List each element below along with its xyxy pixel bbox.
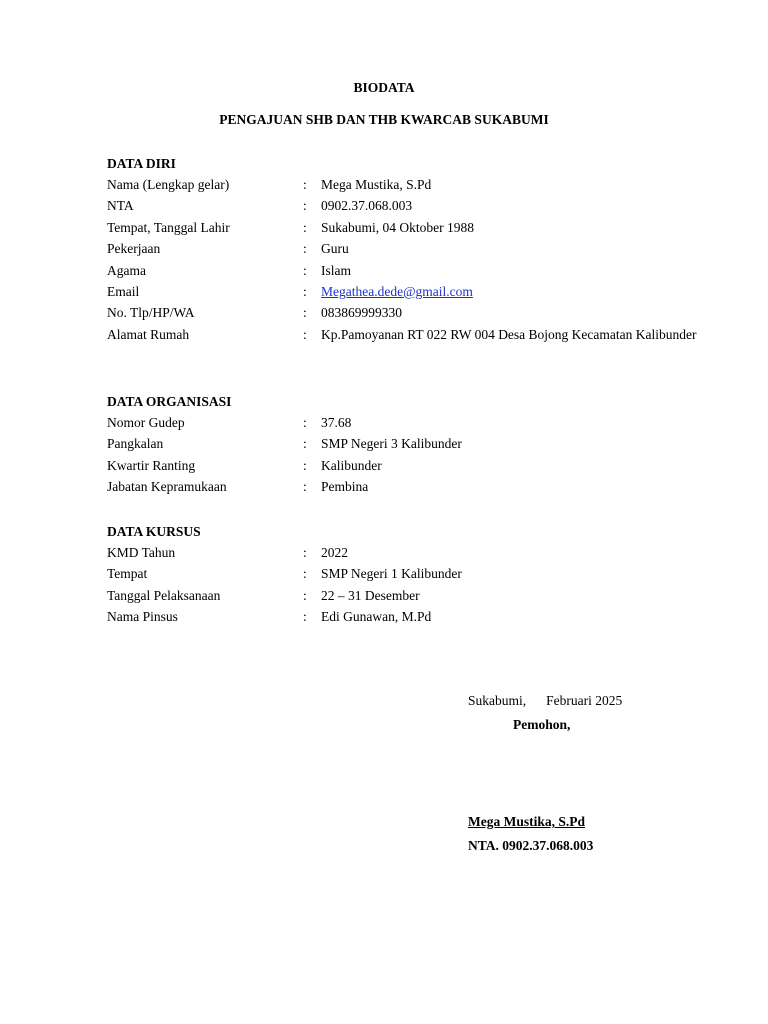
field-colon: : <box>303 609 307 625</box>
field-row-email <box>107 281 707 302</box>
field-value: SMP Negeri 3 Kalibunder <box>321 436 462 452</box>
field-value: SMP Negeri 1 Kalibunder <box>321 566 462 582</box>
field-row-nta <box>107 195 707 216</box>
field-row-nama <box>107 174 707 195</box>
field-row-tanggal-pelaksanaan <box>107 585 707 606</box>
section-data-diri <box>107 153 707 368</box>
field-colon: : <box>303 436 307 452</box>
field-label: Email <box>107 283 140 299</box>
field-row-telepon <box>107 302 707 323</box>
field-row-jabatan <box>107 476 707 497</box>
field-value: 083869999330 <box>321 305 402 321</box>
field-label: Nama Pinsus <box>107 609 178 625</box>
section-heading-data-diri: DATA DIRI <box>107 156 176 171</box>
field-colon: : <box>303 283 307 299</box>
field-label: KMD Tahun <box>107 545 176 560</box>
field-label: Nama (Lengkap gelar) <box>107 177 230 192</box>
field-colon: : <box>303 198 307 214</box>
field-label: Nomor Gudep <box>107 415 185 430</box>
field-value: Kp.Pamoyanan RT 022 RW 004 Desa Bojong Kecamatan Kalibunder <box>321 326 697 342</box>
field-label: Jabatan Kepramukaan <box>107 479 227 495</box>
section-heading-data-organisasi: DATA ORGANISASI <box>107 394 232 409</box>
document-title: BIODATA <box>353 80 415 95</box>
field-row-nama-pinsus <box>107 606 707 627</box>
field-value: Mega Mustika, S.Pd <box>321 177 432 192</box>
field-colon: : <box>303 587 307 603</box>
section-heading-data-kursus: DATA KURSUS <box>107 524 201 539</box>
field-row-alamat <box>107 324 707 368</box>
field-colon: : <box>303 479 307 495</box>
field-label: Kwartir Ranting <box>107 457 196 473</box>
field-colon: : <box>303 457 307 473</box>
signature-place: Sukabumi, <box>468 693 527 708</box>
field-value: Sukabumi, 04 Oktober 1988 <box>321 219 474 235</box>
signature-nta: NTA. 0902.37.068.003 <box>468 838 594 853</box>
field-label: Tempat <box>107 566 148 582</box>
field-value: 2022 <box>321 545 348 560</box>
field-colon: : <box>303 305 307 321</box>
signature-place-date <box>468 693 622 709</box>
field-value: Kalibunder <box>321 457 382 473</box>
field-row-gudep <box>107 412 707 433</box>
field-label: Pekerjaan <box>107 241 161 257</box>
field-row-kmd-tahun <box>107 542 707 563</box>
field-value: Pembina <box>321 479 369 495</box>
field-label: Tanggal Pelaksanaan <box>107 587 221 603</box>
signature-date: Februari 2025 <box>546 693 623 708</box>
field-label: Tempat, Tanggal Lahir <box>107 219 230 235</box>
field-colon: : <box>303 241 307 257</box>
field-colon: : <box>303 326 307 342</box>
field-value: 37.68 <box>321 415 352 430</box>
section-data-kursus <box>107 521 707 628</box>
field-label: Agama <box>107 262 146 278</box>
field-colon: : <box>303 262 307 278</box>
field-colon: : <box>303 545 307 560</box>
field-label: Pangkalan <box>107 436 164 452</box>
field-value: Edi Gunawan, M.Pd <box>321 609 432 625</box>
field-value: 0902.37.068.003 <box>321 198 413 214</box>
field-value-wrap <box>321 281 701 302</box>
field-label: Alamat Rumah <box>107 326 190 342</box>
field-row-pangkalan <box>107 433 707 454</box>
field-colon: : <box>303 177 307 192</box>
field-value: Islam <box>321 262 351 278</box>
signature-name: Mega Mustika, S.Pd <box>468 814 586 829</box>
field-row-pekerjaan <box>107 238 707 259</box>
field-value: Guru <box>321 241 349 257</box>
field-value: 22 – 31 Desember <box>321 587 420 603</box>
field-colon: : <box>303 566 307 582</box>
field-row-kwartir-ranting <box>107 455 707 476</box>
field-colon: : <box>303 415 307 430</box>
field-label: NTA <box>107 198 134 214</box>
field-label: No. Tlp/HP/WA <box>107 305 195 321</box>
field-row-tempat <box>107 563 707 584</box>
section-data-organisasi <box>107 391 707 498</box>
field-colon: : <box>303 219 307 235</box>
email-link[interactable]: Megathea.dede@gmail.com <box>321 283 473 299</box>
signature-role: Pemohon, <box>513 717 571 732</box>
field-row-ttl <box>107 217 707 238</box>
document-subtitle: PENGAJUAN SHB DAN THB KWARCAB SUKABUMI <box>219 112 549 127</box>
field-row-agama <box>107 260 707 281</box>
